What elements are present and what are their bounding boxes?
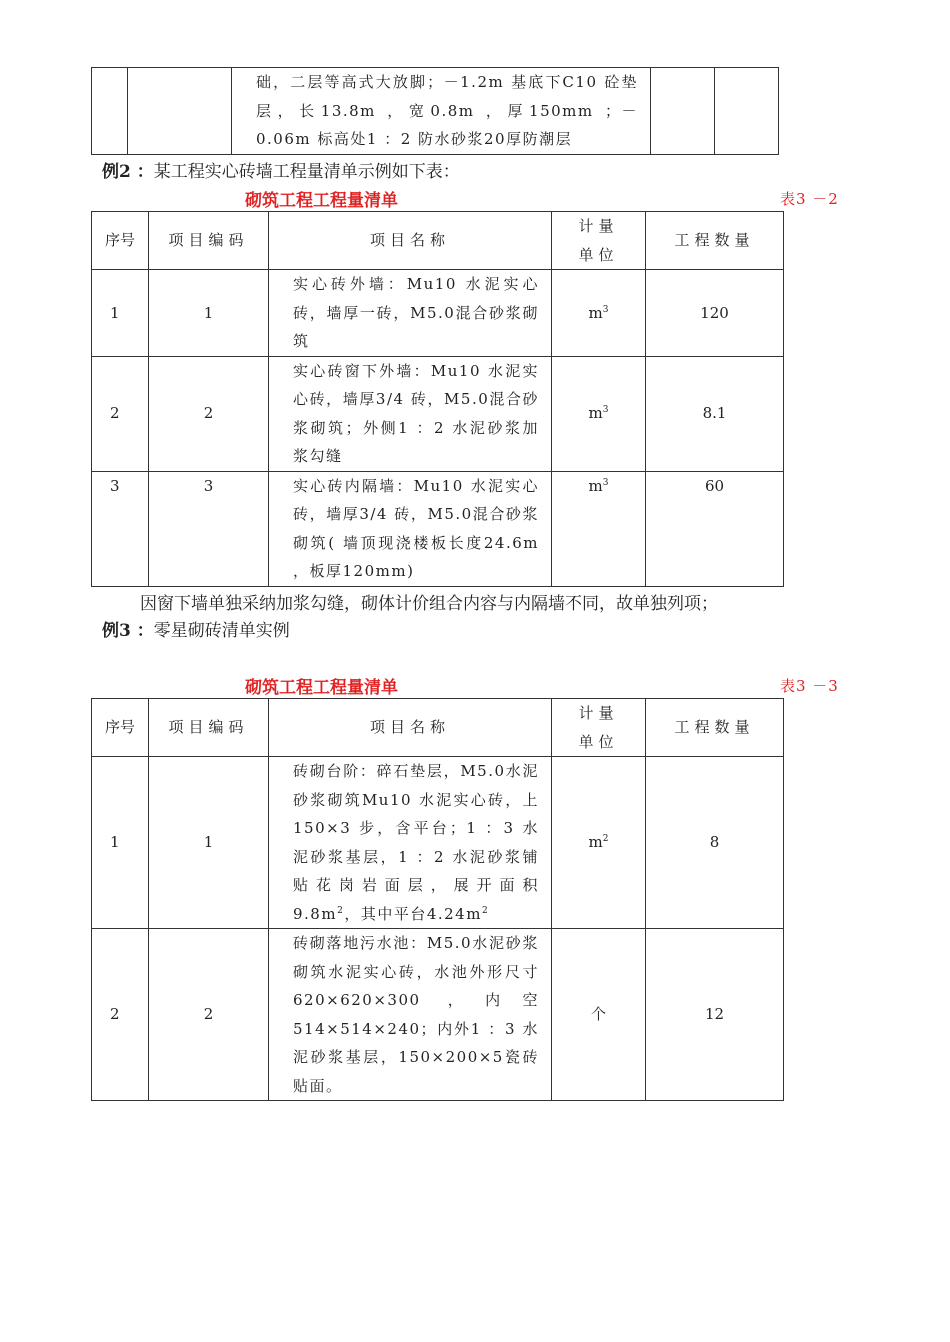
row-qty: 8.1 — [646, 356, 784, 471]
row-name: 实心砖外墙：Mu10 水泥实心砖，墙厚一砖，M5.0混合砂浆砌筑 — [269, 270, 552, 357]
header-qty: 工程数量 — [646, 212, 784, 270]
row-qty: 120 — [646, 270, 784, 357]
example2-text: 某工程实心砖墙工程量清单示例如下表： — [153, 162, 460, 182]
table-row — [92, 356, 784, 471]
row-name: 实心砖窗下外墙：Mu10 水泥实心砖，墙厚3/4 砖，M5.0混合砂浆砌筑；外侧1 ：2 水泥砂浆加浆勾缝 — [269, 356, 552, 471]
row-qty: 60 — [646, 471, 784, 586]
table3-title: 砌筑工程工程量清单 — [245, 678, 398, 698]
table-3-2 — [91, 211, 784, 587]
row-unit: $m^2$ — [552, 757, 646, 929]
example3-text: 零星砌砖清单实例 — [153, 621, 290, 641]
table-row — [92, 757, 784, 929]
header-name: 项目名称 — [269, 699, 552, 757]
table-cell — [651, 68, 715, 155]
example2-heading — [102, 157, 460, 182]
example3-label: 例3 ： — [102, 621, 154, 641]
table-cell — [92, 68, 128, 155]
row-name: 砖砌落地污水池：M5.0水泥砂浆砌筑水泥实心砖，水池外形尺寸620×620×300 ，内空514×514×240；内外1 ：3 水泥砂浆基层，150×200×5瓷砖贴面。 — [269, 929, 552, 1101]
header-code: 项目编码 — [149, 699, 269, 757]
table2-title: 砌筑工程工程量清单 — [245, 191, 398, 211]
row-seq: 2 — [92, 929, 149, 1101]
row-seq: 2 — [92, 356, 149, 471]
top-row-text: 础，二层等高式大放脚；－1.2m 基底下C10 砼垫层，长13.8m ，宽0.8m ，厚150mm ；－0.06m 标高处1 ：2 防水砂浆20厚防潮层 — [232, 68, 651, 155]
row-code: 2 — [149, 929, 269, 1101]
example3-heading — [102, 616, 290, 641]
row-code: 1 — [149, 270, 269, 357]
row-code: 2 — [149, 356, 269, 471]
header-seq: 序号 — [92, 699, 149, 757]
header-code: 项目编码 — [149, 212, 269, 270]
table-3-3 — [91, 698, 784, 1101]
table-row — [92, 929, 784, 1101]
top-continued-table — [91, 67, 779, 155]
row-seq: 1 — [92, 270, 149, 357]
table3-number: 表3 －3 — [780, 677, 839, 695]
row-seq: 1 — [92, 757, 149, 929]
header-seq: 序号 — [92, 212, 149, 270]
row-code: 1 — [149, 757, 269, 929]
row-unit: $m^3$ — [552, 270, 646, 357]
table-row — [92, 270, 784, 357]
header-name: 项目名称 — [269, 212, 552, 270]
table2-number: 表3 －2 — [780, 190, 839, 208]
example2-label: 例2 ： — [102, 162, 154, 182]
header-unit: 计量单位 — [552, 212, 646, 270]
row-seq: 3 — [92, 471, 149, 586]
header-unit: 计量单位 — [552, 699, 646, 757]
row-qty: 12 — [646, 929, 784, 1101]
table-cell — [128, 68, 232, 155]
row-unit: $m^3$ — [552, 356, 646, 471]
row-name: 砖砌台阶：碎石垫层，M5.0水泥砂浆砌筑Mu10 水泥实心砖，上150×3 步，含平台；1 ：3 水泥砂浆基层，1 ：2 水泥砂浆铺贴花岗岩面层，展开面积$9.8m^2$，其中平台$4.24m^2$ — [269, 757, 552, 929]
table-header-row — [92, 699, 784, 757]
table-row — [92, 68, 779, 155]
header-qty: 工程数量 — [646, 699, 784, 757]
example2-note: 因窗下墙单独采纳加浆勾缝，砌体计价组合内容与内隔墙不同，故单独列项； — [140, 594, 718, 614]
table-row — [92, 471, 784, 586]
row-unit: 个 — [552, 929, 646, 1101]
table-cell — [715, 68, 779, 155]
row-unit: $m^3$ — [552, 471, 646, 586]
table-header-row — [92, 212, 784, 270]
row-name: 实心砖内隔墙：Mu10 水泥实心砖，墙厚3/4 砖，M5.0混合砂浆砌筑( 墙顶现浇楼板长度24.6m ，板厚120mm) — [269, 471, 552, 586]
row-qty: 8 — [646, 757, 784, 929]
row-code: 3 — [149, 471, 269, 586]
